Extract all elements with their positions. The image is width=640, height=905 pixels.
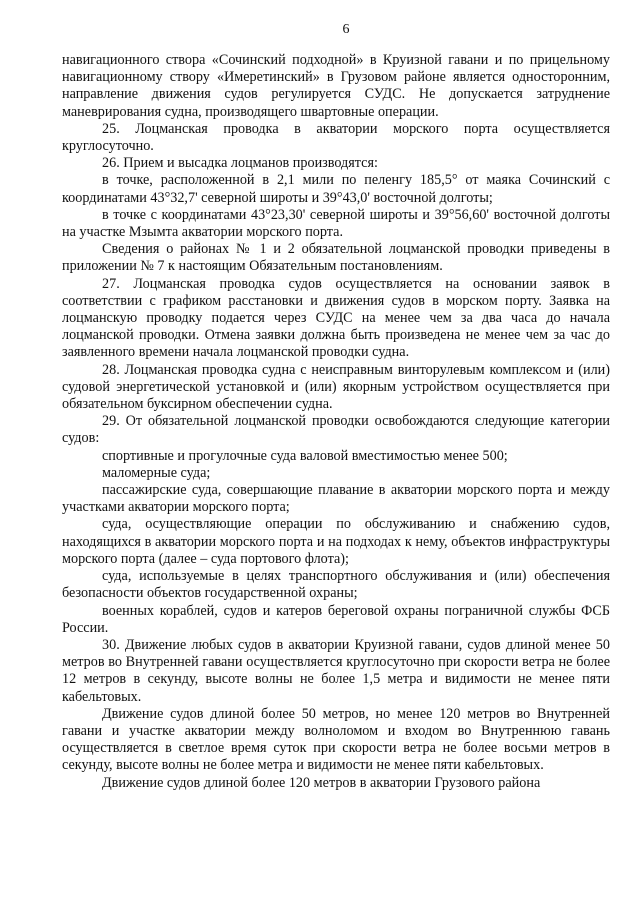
paragraph-29-item-small: маломерные суда; [102, 464, 211, 481]
paragraph-30: 30. Движение любых судов в акватории Круизной гавани, судов длиной менее 50 метров во Внутренней гавани осуществляется круглосуточно при скорости ветра не более 12 метров в секунду, высоте волны не более 1,5 метра и видимости не менее пяти кабельтовых. [62, 636, 610, 705]
paragraph-26-point-1: в точке, расположенной в 2,1 мили по пеленгу 185,5° от маяка Сочинский с координатами 43°32,7' северной широты и 39°43,0' восточной долготы; [62, 172, 610, 206]
paragraph-30-large-vessels: Движение судов длиной более 120 метров в акватории Грузового района [102, 774, 541, 791]
paragraph-29: 29. От обязательной лоцманской проводки освобождаются следующие категории судов: [62, 413, 610, 447]
page-number: 6 [342, 22, 350, 37]
paragraph-29-item-state-security: суда, используемые в целях транспортного обслуживания и (или) обеспечения безопасности объектов государственной охраны; [62, 568, 610, 602]
paragraph-30-medium-vessels: Движение судов длиной более 50 метров, но менее 120 метров во Внутренней гавани и участке акватории между волноломом и входом во Внутреннюю гавань осуществляется в светлое время суток при скорости ветра не более восьми метров в секунду, высоте волны не более метра и видимости не менее пяти кабельтовых. [62, 705, 610, 774]
paragraph-29-item-sport: спортивные и прогулочные суда валовой вместимостью менее 500; [102, 447, 508, 464]
document-page [62, 22, 610, 792]
paragraph-29-item-port-fleet: суда, осуществляющие операции по обслуживанию и снабжению судов, находящихся в акватории морского порта и на подходах к нему, объектов инфраструктуры морского порта (далее – суда портового флота); [62, 516, 610, 567]
paragraph-27: 27. Лоцманская проводка судов осуществляется на основании заявок в соответствии с графиком расстановки и движения судов в морском порту. Заявка на лоцманскую проводку подается через СУДС на менее чем за два часа до начала лоцманской проводки. Отмена заявки должна быть произведена не менее чем за час до заявленного времени начала лоцманской проводки судна. [62, 275, 610, 361]
paragraph-continuation: навигационного створа «Сочинский подходной» в Круизной гавани и по прицельному навигационному створу «Имеретинский» в Грузовом районе является односторонним, направление движения судов регулируется СУДС. Не допускается затруднение маневрирования судна, производящего швартовные операции. [62, 52, 610, 120]
paragraph-28: 28. Лоцманская проводка судна с неисправным винторулевым комплексом и (или) судовой энергетической установкой и (или) якорным устройством осуществляется при обязательном буксирном обеспечении судна. [62, 361, 610, 413]
paragraph-26-point-2: в точке с координатами 43°23,30' северной широты и 39°56,60' восточной долготы на участке Мзымта акватории морского порта. [62, 206, 610, 241]
paragraph-25: 25. Лоцманская проводка в акватории морского порта осуществляется круглосуточно. [62, 120, 610, 155]
paragraph-26-appendix-note: Сведения о районах № 1 и 2 обязательной лоцманской проводки приведены в приложении № 7 к настоящим Обязательным постановлениям. [62, 241, 610, 275]
paragraph-29-item-military: военных кораблей, судов и катеров береговой охраны пограничной службы ФСБ России. [62, 602, 610, 636]
paragraph-26: 26. Прием и высадка лоцманов производятся: [102, 155, 378, 172]
paragraph-29-item-passenger: пассажирские суда, совершающие плавание в акватории морского порта и между участками акватории морского порта; [62, 482, 610, 516]
